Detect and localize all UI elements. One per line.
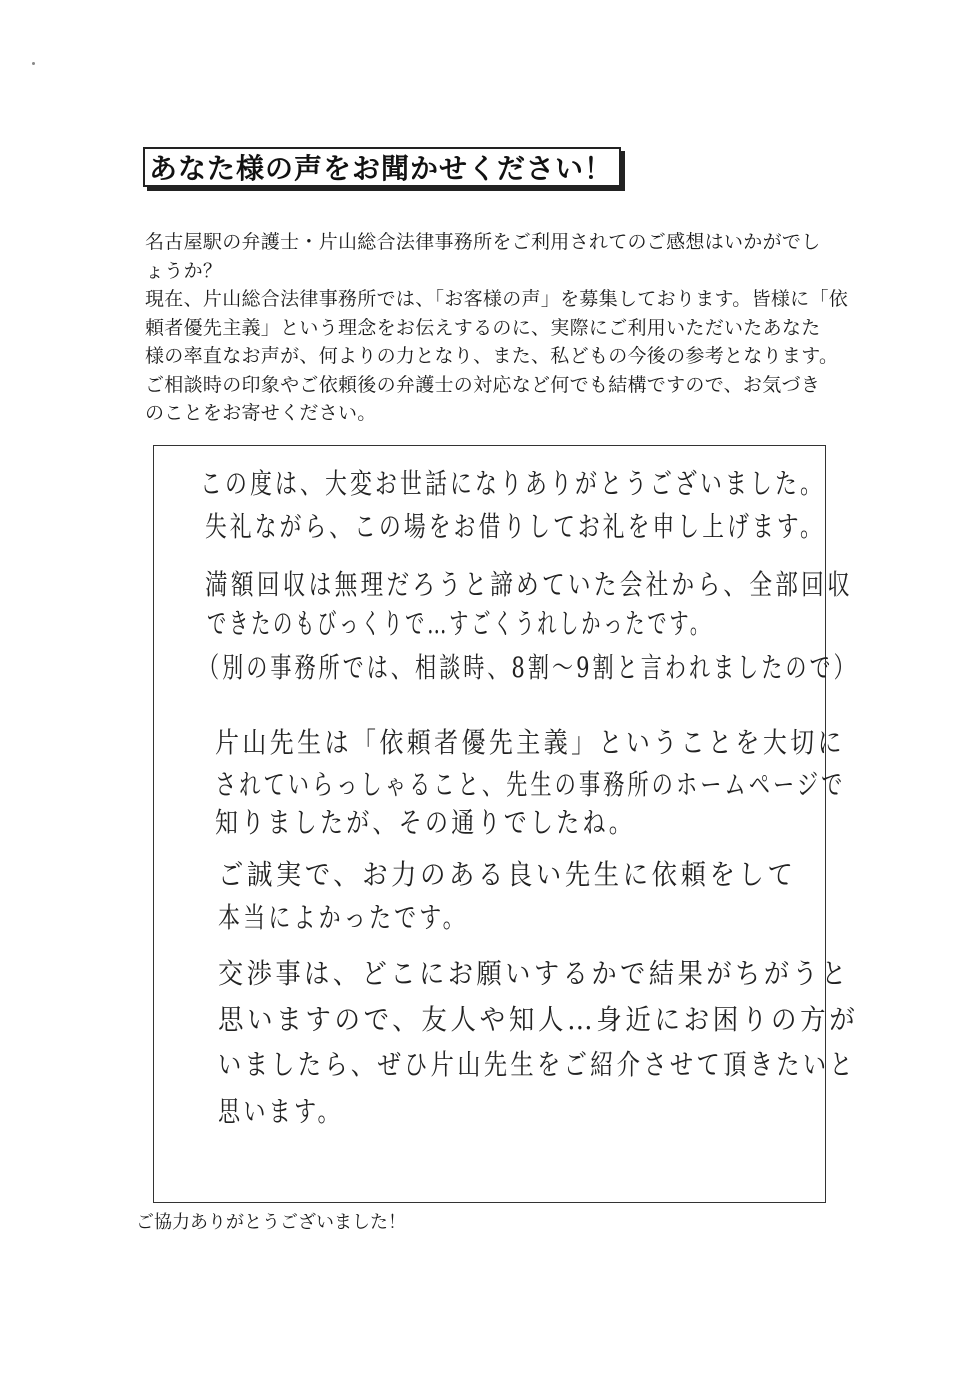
handwritten-line: 知りましたが、その通りでしたね。 [215,806,636,839]
intro-line: 頼者優先主義」という理念をお伝えするのに、実際にご利用いただいたあなた [145,316,821,339]
footer-thanks: ご協力ありがとうございました！ [136,1212,406,1233]
handwritten-line: 交渉事は、どこにお願いするかで結果がちがうと [218,957,851,990]
scan-speck [32,62,35,65]
handwritten-line: 本当によかったです。 [218,901,468,934]
handwritten-line: 満額回収は無理だろうと諦めていた会社から、全部回収 [205,568,854,601]
handwritten-line: されていらっしゃること、先生の事務所のホームページで [215,768,846,801]
intro-line: ょうか？ [145,259,223,282]
intro-line: 名古屋駅の弁護士・片山総合法律事務所をご利用されてのご感想はいかがでし [145,231,821,253]
intro-line: のことをお寄せください。 [145,402,377,424]
handwritten-line: いましたら、ぜひ片山先生をご紹介させて頂きたいと [218,1048,857,1081]
intro-line: 現在、片山総合法律事務所では、「お客様の声」を募集しております。皆様に「依 [145,288,849,310]
handwritten-line: （別の事務所では、相談時、8割〜9割と言われましたので） [198,651,858,684]
intro-line: ご相談時の印象やご依頼後の弁護士の対応など何でも結構ですので、お気づき [145,373,821,396]
handwritten-line: 片山先生は「依頼者優先主義」ということを大切に [215,726,846,759]
intro-line: 様の率直なお声が、何よりの力となり、また、私どもの今後の参考となります。 [145,345,839,367]
handwritten-line: 思いますので、友人や知人…身近にお困りの方が [218,1003,859,1036]
page-title: あなた様の声をお聞かせください！ [149,152,614,185]
handwritten-line: 失礼ながら、この場をお借りしてお礼を申し上げます。 [205,510,825,543]
handwritten-line: 思います。 [218,1095,343,1128]
handwritten-line: この度は、大変お世話になりありがとうございました。 [200,467,826,500]
title-box [143,147,621,187]
handwritten-line: できたのもびっくりで…すごくうれしかったです。 [207,607,712,640]
intro-text [145,228,849,428]
handwritten-line: ご誠実で、お力のある良い先生に依頼をして [218,858,797,891]
